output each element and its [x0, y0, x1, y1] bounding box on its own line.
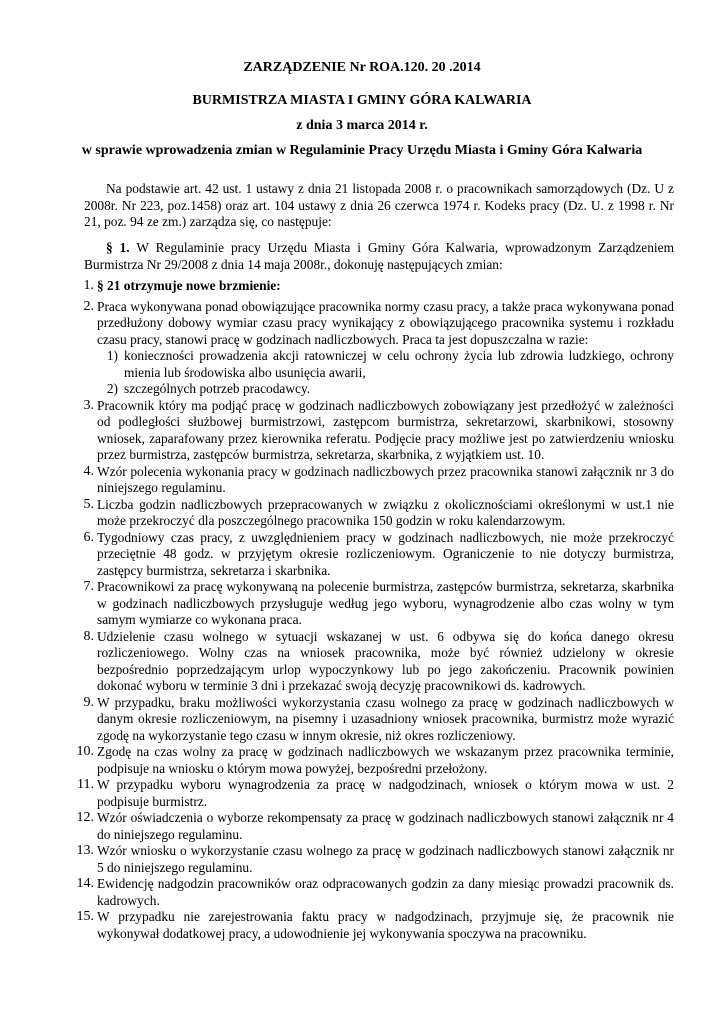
list-item-text: W przypadku, braku możliwości wykorzystania czasu wolnego za pracę w godzinach nadliczbowych w danym okresie rozliczeniowym, na pisemny i uzasadniony wniosek pracownika, burmistrz może wyrazić zgodę na wykorzystanie tego czasu w innym okresie, niż okres rozliczeniowy. [97, 694, 674, 743]
list-item-text: Wzór oświadczenia o wyborze rekompensaty za pracę w godzinach nadliczbowych stanowi załącznik nr 4 do niniejszego regulaminu. [97, 810, 674, 842]
document-title: ZARZĄDZENIE Nr ROA.120. 20 .2014 [243, 60, 481, 75]
list-item [70, 744, 674, 777]
sub-list-item [70, 348, 674, 381]
section-1 [84, 240, 674, 273]
sub-list-item-text: szczególnych potrzeb pracodawcy. [124, 381, 311, 396]
list-item [70, 777, 674, 810]
list-item-number: 5. [83, 496, 94, 512]
list-item [70, 278, 674, 295]
section-1-label: § 1. [106, 240, 130, 255]
list-item [70, 579, 674, 629]
list-item-text: Pracownik który ma podjąć pracę w godzinach nadliczbowych zobowiązany jest przedłożyć w zależności od podległości służbowej burmistrzowi, zastępcom burmistrza, sekretarzowi, skarbnikowi, stosowny wniosek, zaparafowany przez kierownika referatu. Podjęcie pracy możliwe jest po zatwierdzeniu wniosku przez burmistrza, zastępców burmistrza, sekretarza, skarbnika, z wyjątkiem ust. 10. [97, 397, 674, 462]
list-item-number: 9. [83, 694, 94, 710]
list-item-text: Tygodniowy czas pracy, z uwzględnieniem pracy w godzinach nadliczbowych, nie może przekroczyć przeciętnie 48 godz. w przyjętym okresie rozliczeniowym. Ograniczenie to nie dotyczy burmistrza, zastępcy burmistrza, sekretarza i skarbnika. [97, 529, 674, 578]
list-item [70, 629, 674, 695]
list-item [70, 843, 674, 876]
list-item [70, 695, 674, 745]
preamble: Na podstawie art. 42 ust. 1 ustawy z dnia 21 listopada 2008 r. o pracownikach samorządowych (Dz. U z 2008r. Nr 223, poz.1458) oraz art. 104 ustawy z dnia 26 czerwca 1974 r. Kodeks pracy (Dz. U. z 1998 r. Nr 21, poz. 94 ze zm.) zarządza się, co następuje: [84, 181, 674, 229]
sub-list-item-text: konieczności prowadzenia akcji ratowniczej w celu ochrony życia lub zdrowia ludzkiego, ochrony mienia lub środowiska albo usunięcia awarii, [124, 348, 674, 380]
list-item-number: 12. [76, 810, 94, 825]
amendment-list [70, 278, 674, 942]
list-item [70, 810, 674, 843]
list-item-text: Liczba godzin nadliczbowych przepracowanych w związku z okolicznościami określonymi w ust.1 nie może przekroczyć dla poszczególnego pracownika 150 godzin w roku kalendarzowym. [97, 496, 674, 528]
list-item-number: 2. [83, 298, 94, 314]
sub-list-item [70, 381, 674, 398]
list-item [70, 530, 674, 580]
list-item-number: 6. [83, 529, 94, 545]
sub-list-item-number: 1) [106, 348, 118, 363]
section-1-text: W Regulaminie pracy Urzędu Miasta i Gminy Góra Kalwaria, wprowadzonym Zarządzeniem Burmistrza Nr 29/2008 z dnia 14 maja 2008r., dokonuję następujących zmian: [84, 240, 675, 272]
sub-list-item-number: 2) [106, 381, 118, 396]
list-item [70, 464, 674, 497]
list-item-text: Wzór polecenia wykonania pracy w godzinach nadliczbowych przez pracownika stanowi załącznik nr 3 do niniejszego regulaminu. [97, 463, 674, 495]
list-item [70, 497, 674, 530]
list-item-number: 15. [76, 909, 94, 924]
list-item [70, 299, 674, 349]
list-item-text: Wzór wniosku o wykorzystanie czasu wolnego za pracę w godzinach nadliczbowych stanowi załącznik nr 5 do niniejszego regulaminu. [97, 843, 674, 875]
document-subject: w sprawie wprowadzenia zmian w Regulaminie Pracy Urzędu Miasta i Gminy Góra Kalwaria [81, 143, 643, 158]
document-date: z dnia 3 marca 2014 r. [296, 118, 428, 133]
list-item-number: 10. [76, 744, 94, 759]
list-item-number: 7. [83, 579, 94, 594]
list-item-number: 1. [83, 278, 94, 293]
list-item-text: Praca wykonywana ponad obowiązujące pracownika normy czasu pracy, a także praca wykonywana ponad przedłużony dobowy wymiar czasu pracy wynikający z obowiązującego pracownika systemu i rozkładu czasu pracy, stanowi pracę w godzinach nadliczbowych. Praca ta jest dopuszczalna w razie: [97, 298, 674, 347]
list-item-text: § 21 otrzymuje nowe brzmienie: [97, 278, 281, 293]
document-issuer: BURMISTRZA MIASTA I GMINY GÓRA KALWARIA [192, 93, 532, 108]
list-item-number: 8. [83, 628, 94, 644]
list-item-number: 14. [76, 876, 94, 891]
list-item-number: 3. [83, 397, 94, 413]
list-item-number: 13. [76, 843, 94, 858]
list-item-text: Ewidencję nadgodzin pracowników oraz odpracowanych godzin za dany miesiąc prowadzi pracownik ds. kadrowych. [97, 876, 674, 908]
list-item-text: Pracownikowi za pracę wykonywaną na polecenie burmistrza, zastępców burmistrza, sekretarza, skarbnika w godzinach nadliczbowych przysługuje według jego wyboru, wynagrodzenie albo czas wolny w tym samym wymiarze co wykonana praca. [97, 579, 674, 627]
list-item [70, 909, 674, 942]
list-item-number: 11. [77, 777, 94, 792]
list-item [70, 398, 674, 464]
list-item-text: Zgodę na czas wolny za pracę w godzinach nadliczbowych we wskazanym przez pracownika terminie, podpisuje na wniosku o którym mowa powyżej, bezpośredni przełożony. [97, 744, 674, 776]
list-item [70, 876, 674, 909]
list-item-number: 4. [83, 463, 94, 479]
list-item-text: W przypadku nie zarejestrowania faktu pracy w nadgodzinach, przyjmuje się, że pracownik nie wykonywał dodatkowej pracy, a udowodnienie jej wykonywania spoczywa na pracowniku. [97, 909, 674, 941]
list-item-text: Udzielenie czasu wolnego w sytuacji wskazanej w ust. 6 odbywa się do końca danego okresu rozliczeniowego. Wolny czas na wniosek pracownika, może być również udzielony w okresie bezpośrednio poprzedzającym urlop wypoczynkowy lub po jego zakończeniu. Pracownik powinien dokonać wyboru w terminie 3 dni i przekazać swoją decyzję pracownikowi ds. kadrowych. [97, 628, 674, 693]
list-item-text: W przypadku wyboru wynagrodzenia za pracę w nadgodzinach, wniosek o którym mowa w ust. 2 podpisuje burmistrz. [97, 777, 674, 809]
